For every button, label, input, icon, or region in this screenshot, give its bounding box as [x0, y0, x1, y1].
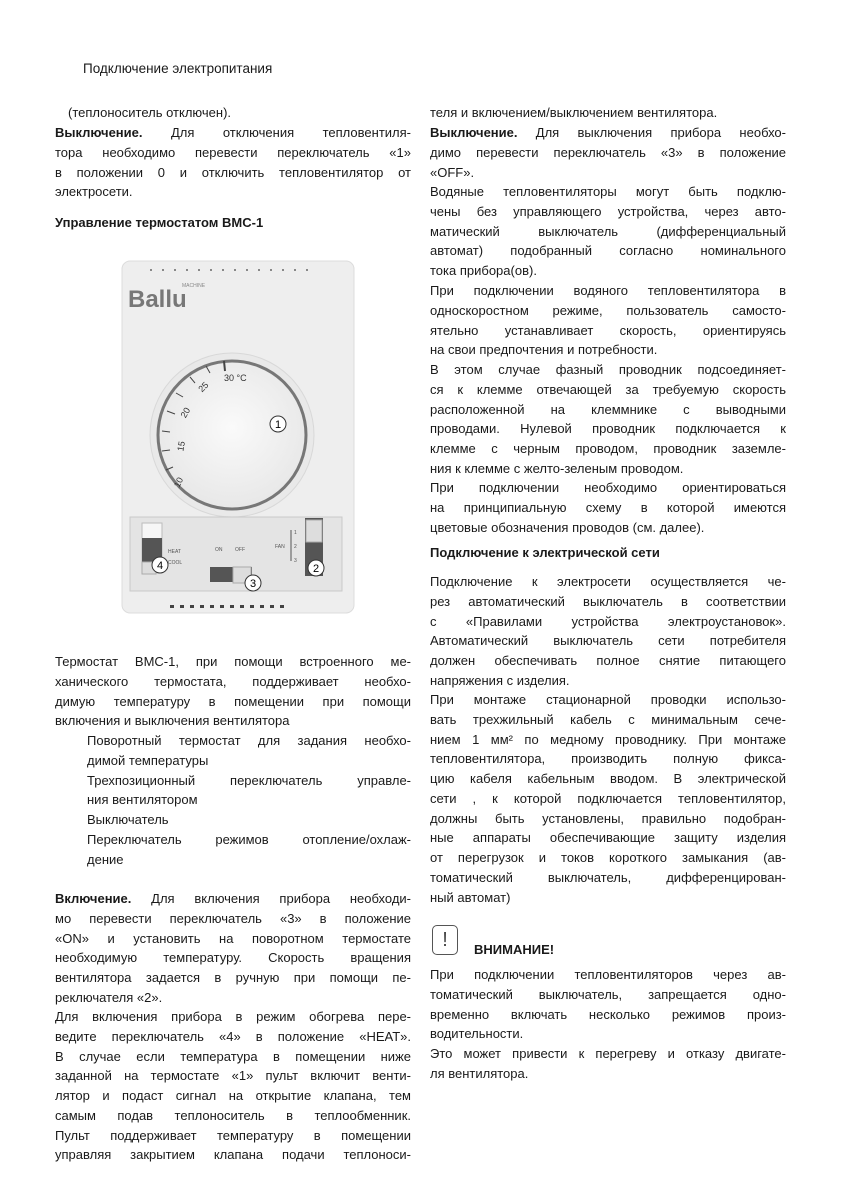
- text-line: [430, 498, 786, 518]
- line-text: цию кабеля кабельным вводом. В электрической: [430, 771, 786, 786]
- label-on: ON: [215, 547, 223, 553]
- paragraph-scheme: [430, 478, 786, 537]
- line-text: ные аппараты обеспечивающие защиту изделия: [430, 830, 786, 846]
- text-line: [430, 261, 786, 281]
- line-text: При подключении необходимо ориентироваться: [430, 480, 786, 495]
- text-line: [430, 380, 786, 400]
- line-text: водительности.: [430, 1026, 524, 1042]
- text-line: [430, 690, 786, 710]
- thermostat-image: [120, 255, 360, 620]
- paragraph-warning: [430, 965, 786, 1044]
- line-text: тора необходимо перевести переключатель «1»: [55, 144, 411, 160]
- paragraph-switch-off: [55, 123, 411, 202]
- line-text: автомат) подобранный согласно номинального: [430, 243, 786, 259]
- text-line: [430, 478, 786, 498]
- lead-bold: Выключение.: [430, 125, 518, 140]
- line-text: ся к клемме отвечающей за требуемую скорость: [430, 381, 786, 397]
- text-line: [55, 1145, 411, 1165]
- page-header: Подключение электропитания: [83, 61, 273, 76]
- heading-network: Подключение к электрической сети: [430, 545, 660, 560]
- brand-sub: MACHINE: [182, 283, 206, 289]
- text-line: [430, 828, 786, 848]
- text-line: [430, 1064, 786, 1084]
- line-text: тока прибора(ов).: [430, 263, 537, 278]
- text-line: [55, 830, 411, 850]
- line-text: включения и выключения вентилятора: [55, 713, 290, 729]
- line-text: цветовые обозначения проводов (см. далее).: [430, 519, 705, 535]
- line-text: димо перевести переключатель «3» в положение: [430, 144, 786, 160]
- line-text: ятельно устанавливает скорость, ориентируясь: [430, 322, 786, 338]
- warning-icon: !: [432, 925, 458, 955]
- line-text: вать трехжильный кабель с минимальным сече-: [430, 711, 786, 727]
- text-line: [430, 965, 786, 985]
- line-text: томатический выключатель, запрещается одно-: [430, 986, 786, 1002]
- line-text: (теплоноситель отключен).: [68, 105, 232, 120]
- line-text: Для отключения тепловентиля-: [142, 125, 411, 140]
- line-text: димую температуру в помещении при помощи: [55, 693, 411, 709]
- text-line: [55, 692, 411, 712]
- text-line: [430, 518, 786, 538]
- line-text: ния вентилятором: [87, 792, 198, 808]
- line-text: управляя закрытием клапана подачи теплоноси-: [55, 1147, 411, 1163]
- text-line: [430, 592, 786, 612]
- paragraph-description: [55, 652, 411, 731]
- text-line: [55, 929, 411, 949]
- fan-speed-3: 3: [294, 558, 297, 564]
- line-text: Это может привести к перегреву и отказу двигате-: [430, 1046, 786, 1061]
- text-line: [430, 103, 786, 123]
- line-text: Подключение к электросети осуществляется че-: [430, 574, 786, 589]
- warning-title: ВНИМАНИЕ!: [474, 942, 555, 957]
- text-line: [55, 1027, 411, 1047]
- line-text: Пульт поддерживает температуру в помещении: [55, 1127, 411, 1143]
- dial-label-25: 25: [196, 379, 211, 395]
- components-list: [55, 731, 411, 869]
- text-line: [430, 710, 786, 730]
- text-line: [430, 222, 786, 242]
- callout-3: [245, 575, 261, 591]
- text-line: [430, 360, 786, 380]
- heading-bmc: Управление термостатом BMC-1: [55, 215, 264, 230]
- paragraph-single-speed: [430, 281, 786, 360]
- line-text: Выключатель: [87, 812, 169, 827]
- line-text: вентилятора задается в ручную при помощи пе-: [55, 970, 411, 985]
- text-line: [430, 651, 786, 671]
- line-text: рез автоматический выключатель в соответствии: [430, 593, 786, 609]
- text-line: [430, 730, 786, 750]
- text-line: [430, 301, 786, 321]
- text-line: [430, 163, 786, 183]
- text-line: [430, 888, 786, 908]
- text-line: [430, 809, 786, 829]
- paragraph-network: [430, 572, 786, 691]
- line-text: клемме с черным проводом, проводник заземле-: [430, 441, 786, 456]
- text-line: [430, 182, 786, 202]
- fan-speed-1: 1: [294, 530, 297, 536]
- text-line: [55, 1066, 411, 1086]
- text-line: [430, 340, 786, 360]
- paragraph-warning-2: [430, 1044, 786, 1084]
- dial-label-15: 15: [175, 440, 187, 452]
- paragraph-heat-mode: [55, 1007, 411, 1165]
- line-text: необходимую температуру. Скорость вращения: [55, 950, 411, 966]
- text-line: [55, 1007, 411, 1027]
- svg-text:3: 3: [249, 578, 257, 590]
- line-text: самым подав теплоноситель в теплообменник.: [55, 1107, 411, 1123]
- line-text: чены без управляющего устройства, через авто-: [430, 203, 786, 219]
- paragraph-mounting: [430, 690, 786, 907]
- line-text: ный автомат): [430, 889, 511, 905]
- text-line: [430, 241, 786, 261]
- text-line: [55, 711, 411, 731]
- line-text: ведите переключатель «4» в положение «HEAT».: [55, 1028, 411, 1044]
- text-line: [55, 1086, 411, 1106]
- svg-text:1: 1: [274, 419, 282, 431]
- text-line: [430, 202, 786, 222]
- text-line: [55, 948, 411, 968]
- line-text: с «Правилами устройства электроустановок».: [430, 613, 786, 629]
- text-line: [430, 419, 786, 439]
- text-line: [430, 321, 786, 341]
- text-line: [430, 1044, 786, 1064]
- line-text: В этом случае фазный проводник подсоединяет-: [430, 362, 786, 377]
- list-item: [55, 771, 411, 811]
- text-line: [430, 749, 786, 769]
- line-text: ния к клемме с желто-зеленым проводом.: [430, 460, 684, 476]
- line-text: Для включения прибора в режим обогрева пере-: [55, 1009, 411, 1024]
- line-text: односкоростном режиме, пользователь самосто-: [430, 302, 786, 318]
- line-text: Трехпозиционный переключатель управле-: [87, 772, 411, 788]
- line-text: В случае если температура в помещении ниже: [55, 1048, 411, 1064]
- line-text: нием 1 мм² по медному проводнику. При монтаже: [430, 731, 786, 747]
- text-line: [430, 612, 786, 632]
- text-line: [55, 790, 411, 810]
- line-text: должен обеспечивать полное снятие питающего: [430, 653, 786, 668]
- warning-block: [432, 925, 554, 955]
- line-text: напряжения с изделия.: [430, 672, 570, 688]
- line-text: реключателя «2».: [55, 989, 163, 1005]
- callout-4: [152, 557, 168, 573]
- fan-speed-2: 2: [294, 544, 297, 550]
- line-text: Поворотный термостат для задания необхо-: [87, 733, 411, 748]
- lead-bold: Включение.: [55, 891, 132, 906]
- text-line: [430, 572, 786, 592]
- line-text: димой температуры: [87, 752, 209, 768]
- text-line: [55, 103, 411, 123]
- text-line: [55, 988, 411, 1008]
- brand-logo: Ballu: [128, 286, 187, 313]
- line-text: При подключении тепловентиляторов через ав-: [430, 967, 786, 982]
- line-text: «ON» и установить на поворотном термостате: [55, 930, 411, 946]
- text-line: [55, 163, 411, 183]
- paragraph-switch-off-2: [430, 123, 786, 182]
- text-line: [55, 889, 411, 909]
- line-text: матический выключатель (дифференциальный: [430, 223, 786, 239]
- text-line: [430, 123, 786, 143]
- line-text: заданной на термостате «1» пульт включит венти-: [55, 1068, 411, 1084]
- label-off: OFF: [235, 547, 245, 553]
- text-line: [430, 985, 786, 1005]
- line-text: томатический выключатель, дифференцирован-: [430, 869, 786, 885]
- line-text: Водяные тепловентиляторы могут быть подклю-: [430, 184, 786, 199]
- svg-text:4: 4: [156, 560, 164, 572]
- text-line: [55, 1126, 411, 1146]
- paragraph-continued: [430, 103, 786, 123]
- line-text: электросети.: [55, 184, 133, 200]
- line-text: Автоматический выключатель сети потребителя: [430, 633, 786, 649]
- line-text: расположенной на клеммнике с выводными: [430, 401, 786, 417]
- dial-label-10: 10: [171, 475, 186, 489]
- text-line: [55, 850, 411, 870]
- text-line: [55, 123, 411, 143]
- text-line: [430, 400, 786, 420]
- paragraph-intro: [55, 103, 411, 123]
- text-line: [430, 868, 786, 888]
- line-text: проводами. Нулевой проводник подключается к: [430, 421, 786, 437]
- line-text: При подключении водяного тепловентилятора в: [430, 283, 786, 298]
- line-text: мо перевести переключатель «3» в положение: [55, 910, 411, 926]
- line-text: Для выключения прибора необхо-: [517, 125, 786, 140]
- callout-1: [270, 416, 286, 432]
- text-line: [55, 751, 411, 771]
- text-line: [430, 1024, 786, 1044]
- list-item: [55, 731, 411, 771]
- text-line: [55, 182, 411, 202]
- line-text: на свои предпочтения и потребности.: [430, 342, 658, 358]
- line-text: Переключатель режимов отопление/охлаж-: [87, 831, 411, 847]
- line-text: временно включать несколько режимов произ-: [430, 1006, 786, 1022]
- text-line: [430, 459, 786, 479]
- text-line: [430, 769, 786, 789]
- text-line: [55, 909, 411, 929]
- text-line: [55, 771, 411, 791]
- line-text: лятор и подаст сигнал на открытие клапана, тем: [55, 1088, 411, 1103]
- line-text: сети , к которой подключается тепловентилятор,: [430, 790, 786, 806]
- label-cool: COOL: [168, 560, 183, 566]
- text-line: [55, 1047, 411, 1067]
- text-line: [430, 671, 786, 691]
- line-text: теля и включением/выключением вентилятора.: [430, 105, 718, 120]
- line-text: Для включения прибора необходи-: [131, 891, 411, 906]
- text-line: [55, 731, 411, 751]
- paragraph-switch-on: [55, 889, 411, 1008]
- line-text: ля вентилятора.: [430, 1065, 529, 1081]
- text-line: [55, 143, 411, 163]
- text-line: [430, 1005, 786, 1025]
- line-text: на принципиальную схему в которой имеются: [430, 499, 786, 515]
- line-text: в положении 0 и отключить тепловентилятор от: [55, 164, 411, 180]
- text-line: [430, 789, 786, 809]
- text-line: [55, 968, 411, 988]
- text-line: [430, 281, 786, 301]
- line-text: При монтаже стационарной проводки использо-: [430, 692, 786, 707]
- text-line: [55, 652, 411, 672]
- list-item: [55, 810, 411, 830]
- label-heat: HEAT: [168, 549, 181, 555]
- text-line: [430, 143, 786, 163]
- text-line: [430, 848, 786, 868]
- label-fan: FAN: [275, 544, 285, 550]
- line-text: «OFF».: [430, 164, 475, 180]
- text-line: [55, 672, 411, 692]
- line-text: ханического термостата, поддерживает необхо-: [55, 673, 411, 689]
- text-line: [55, 810, 411, 830]
- text-line: [430, 631, 786, 651]
- callout-2: [308, 560, 324, 576]
- list-item: [55, 830, 411, 870]
- dial-label-20: 20: [178, 405, 193, 420]
- text-line: [430, 439, 786, 459]
- line-text: тепловентилятора, производить полную фикса-: [430, 751, 786, 767]
- svg-text:2: 2: [312, 563, 320, 575]
- line-text: дение: [87, 851, 124, 867]
- text-line: [55, 1106, 411, 1126]
- paragraph-water-fans: [430, 182, 786, 281]
- line-text: Термостат BMC-1, при помощи встроенного ме-: [55, 654, 411, 669]
- paragraph-phase-conductor: [430, 360, 786, 479]
- lead-bold: Выключение.: [55, 125, 143, 140]
- line-text: от перегрузок и токов короткого замыкания (ав-: [430, 850, 786, 865]
- dial-label-30: 30 °C: [224, 373, 247, 383]
- line-text: должны быть установлены, правильно подобран-: [430, 810, 786, 826]
